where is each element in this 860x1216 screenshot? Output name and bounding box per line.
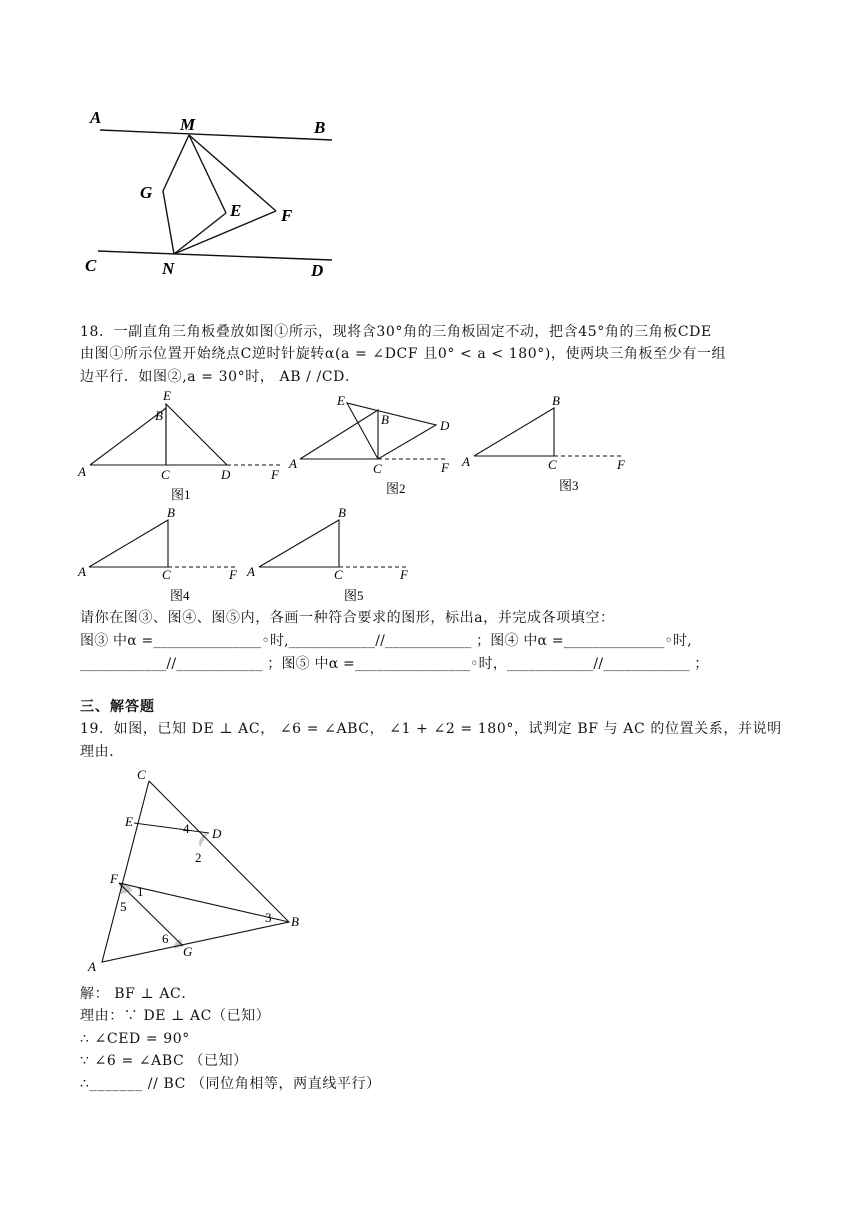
- figure-label: B: [167, 505, 175, 520]
- q18-line-1: 18．一副直角三角板叠放如图①所示，现将含30°角的三角板固定不动，把含45°角的三角板CDE: [80, 324, 712, 340]
- q18-line-3: 边平行．如图②,a = 30°时， AB / /CD．: [80, 369, 360, 385]
- figure-q19: [82, 765, 310, 977]
- figure-label: F: [110, 871, 118, 886]
- figure-label: 5: [120, 899, 127, 914]
- label-e: E: [230, 201, 242, 220]
- q18-instruction: 请你在图③、图④、图⑤内，各画一种符合要求的图形，标出a，并完成各项填空：: [80, 610, 615, 626]
- figure-q18-3: [460, 388, 635, 504]
- figure-label: 3: [265, 910, 272, 925]
- caption-fig5: 图5: [344, 588, 364, 603]
- figure-label: 4: [183, 821, 190, 836]
- figure-label: B: [338, 505, 346, 520]
- figure-label: C: [137, 767, 146, 782]
- figure-q18-4: [75, 503, 250, 605]
- figure-label: F: [229, 567, 237, 582]
- label-c: C: [85, 256, 97, 275]
- figure-label: E: [337, 393, 345, 408]
- label-f: F: [281, 206, 293, 225]
- figure-q18-1: [75, 388, 290, 504]
- figure-label: A: [78, 564, 86, 579]
- q19-solution-1: 解： BF ⊥ AC．: [80, 986, 196, 1002]
- figure-label: B: [381, 412, 389, 427]
- figure-label: E: [125, 814, 133, 829]
- q18-fill-line-2: ____________//____________ ；图⑤ 中α =________________◦时，____________//____________ ；: [80, 656, 709, 672]
- seg-me: [189, 135, 226, 213]
- q19-solution-3: ∴ ∠CED = 90°: [80, 1031, 190, 1047]
- figure-label: C: [334, 567, 343, 582]
- label-b: B: [314, 118, 326, 137]
- figure-label: 6: [162, 931, 169, 946]
- figure-label: B: [155, 408, 163, 423]
- label-m: M: [180, 115, 196, 134]
- figure-label: D: [440, 418, 450, 433]
- label-g: G: [140, 183, 153, 202]
- section-title: 三、解答题: [80, 699, 155, 715]
- figure-label: A: [462, 454, 470, 469]
- figure-label: B: [552, 393, 560, 408]
- figure-label: C: [161, 467, 170, 482]
- q19-line-1: 19．如图，已知 DE ⊥ AC， ∠6 = ∠ABC， ∠1 + ∠2 = 180°，试判定 BF 与 AC 的位置关系，并说明: [80, 721, 782, 737]
- q18-fill-line-1: 图③ 中α =_______________◦时,____________//____________ ；图④ 中α =______________◦时,: [80, 633, 692, 649]
- figure-q17: [80, 105, 350, 285]
- label-n: N: [162, 259, 175, 278]
- q19-solution-4: ∵ ∠6 = ∠ABC （已知）: [80, 1053, 248, 1069]
- figure-label: F: [400, 567, 408, 582]
- figure-label: E: [163, 388, 171, 403]
- label-a: A: [90, 108, 102, 127]
- q19-solution-2: 理由：∵ DE ⊥ AC（已知）: [80, 1008, 271, 1024]
- figure-label: C: [162, 567, 171, 582]
- figure-label: 2: [195, 850, 202, 865]
- figure-q18-5: [243, 503, 423, 605]
- q18-line-2: 由图①所示位置开始绕点C逆时针旋转α(a = ∠DCF 且0° < a < 180°)，使两块三角板至少有一组: [80, 346, 727, 362]
- q19-solution-5: ∴_______ // BC （同位角相等，两直线平行）: [80, 1076, 381, 1092]
- figure-label: C: [373, 461, 382, 476]
- seg-mf: [189, 135, 276, 211]
- caption-fig1: 图1: [171, 487, 191, 502]
- line-ab: [100, 130, 332, 140]
- seg-ne: [174, 213, 226, 254]
- figure-label: A: [247, 564, 255, 579]
- line-cd: [98, 251, 332, 260]
- figure-label: A: [88, 959, 96, 974]
- caption-fig3: 图3: [559, 478, 579, 493]
- caption-fig2: 图2: [386, 481, 406, 496]
- figure-label: F: [441, 460, 449, 475]
- figure-label: D: [212, 826, 222, 841]
- figure-label: A: [78, 464, 86, 479]
- label-d: D: [311, 261, 324, 280]
- figure-label: F: [617, 457, 625, 472]
- figure-label: 1: [137, 884, 144, 899]
- q19-line-2: 理由．: [80, 744, 124, 760]
- caption-fig4: 图4: [170, 588, 190, 603]
- figure-label: C: [548, 457, 557, 472]
- seg-nf: [174, 211, 276, 254]
- figure-q18-2: [285, 388, 460, 504]
- figure-label: F: [271, 467, 279, 482]
- figure-label: A: [289, 456, 297, 471]
- figure-label: G: [183, 944, 193, 959]
- figure-label: D: [221, 467, 231, 482]
- path-mgn: [163, 135, 189, 254]
- figure-label: B: [291, 914, 299, 929]
